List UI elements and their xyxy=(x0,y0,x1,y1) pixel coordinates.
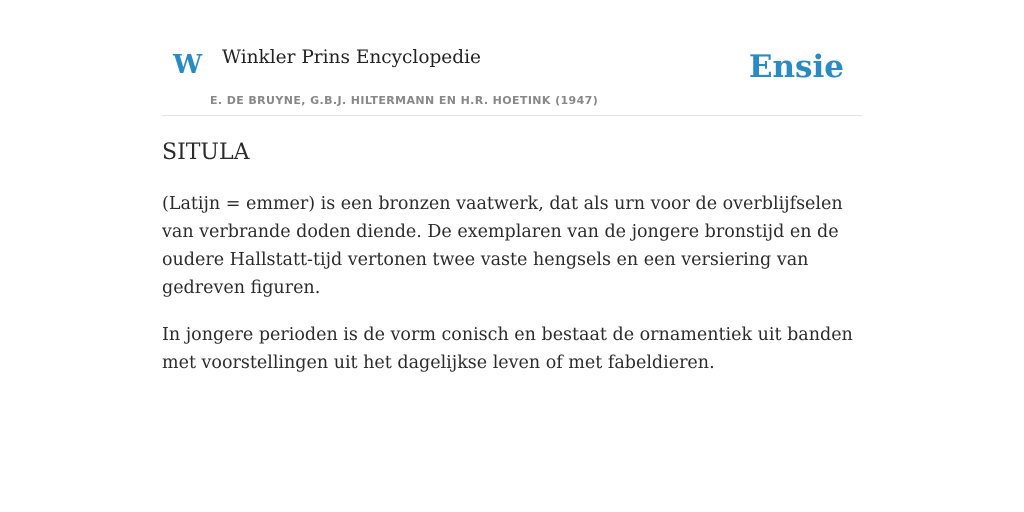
encyclopedia-authors: E. DE BRUYNE, G.B.J. HILTERMANN EN H.R. HOETINK (1947) xyxy=(210,94,599,107)
article-paragraph: In jongere perioden is de vorm conisch en bestaat de ornamentiek uit banden met voorstellingen uit het dagelijkse leven of met fabeldieren. xyxy=(162,325,853,374)
encyclopedia-title[interactable]: Winkler Prins Encyclopedie xyxy=(222,47,481,68)
article xyxy=(162,140,862,377)
article-paragraph: (Latijn = emmer) is een bronzen vaatwerk, dat als urn voor de overblijfselen van verbrande doden diende. De exemplaren van de jongere bronstijd en de oudere Hallstatt-tijd vertonen twee vaste hengsels en een versiering van gedreven figuren. xyxy=(162,194,843,299)
encyclopedia-header xyxy=(162,36,862,116)
ensie-brand-link[interactable]: Ensie xyxy=(748,49,844,85)
entry-title: SITULA xyxy=(162,140,250,165)
winkler-prins-logo[interactable]: W xyxy=(173,50,203,80)
